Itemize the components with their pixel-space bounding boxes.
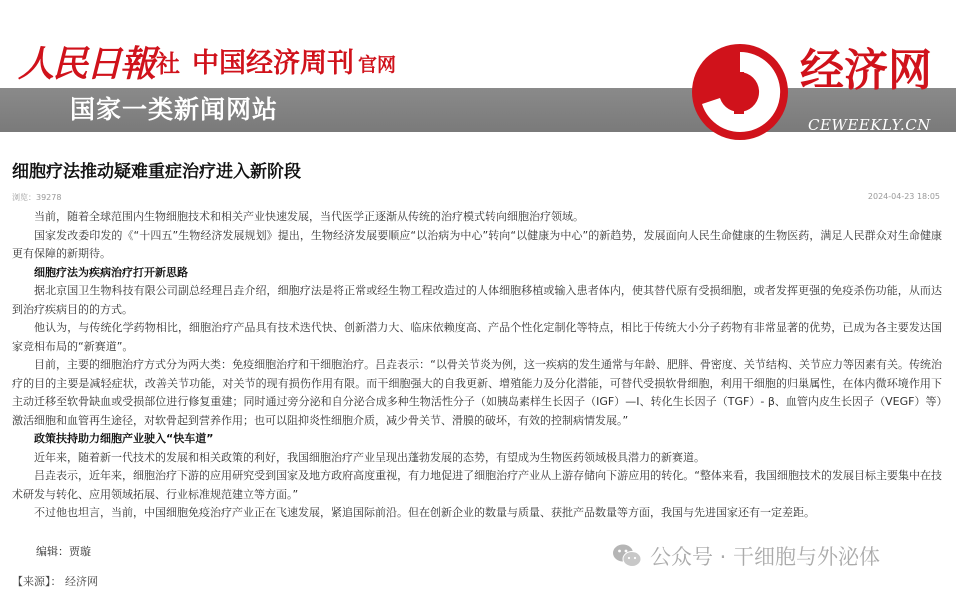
article-body	[12, 208, 942, 523]
watermark-text: 公众号 · 干细胞与外泌体	[650, 545, 881, 569]
article-source: 【来源】： 经济网	[12, 575, 98, 588]
article-title: 细胞疗法推动疑难重症治疗进入新阶段	[12, 162, 301, 182]
national-news-site-label: 国家一类新闻网站	[70, 95, 279, 124]
view-count: 浏览：39278	[12, 193, 62, 202]
publish-datetime: 2024-04-23 18:05	[867, 192, 940, 201]
official-site-label: 官网	[358, 54, 397, 76]
peoples-daily-logo-text: 人民日報	[18, 43, 155, 85]
article-paragraph: 不过他也坦言，当前，中国细胞免疫治疗产业正在飞速发展，紧追国际前沿。但在创新企业的数量与质量、获批产品数量等方面，我国与先进国家还有一定差距。	[34, 506, 815, 519]
article-paragraph: 据北京国卫生物科技有限公司副总经理吕垚介绍，细胞疗法是将正常或经生物工程改造过的人体细胞移植或输入患者体内，使其替代原有受损细胞，或者发挥更强的免疫杀伤功能，从而达到治疗疾病目的的方式。	[12, 284, 942, 316]
wechat-icon	[612, 543, 642, 569]
article-paragraph: 吕垚表示，近年来，细胞治疗下游的应用研究受到国家及地方政府高度重视，有力地促进了细胞治疗产业从上游存储向下游应用的转化。“整体来看，我国细胞技术的发展目标主要集中在技术研发与转化、应用领域拓展、行业标准规范建立等方面。”	[12, 469, 942, 501]
section-heading: 细胞疗法为疾病治疗打开新思路	[34, 265, 188, 279]
ceweekly-logo-text[interactable]: 经济网	[800, 45, 932, 96]
china-economic-weekly-name: 中国经济周刊	[192, 48, 355, 79]
article-paragraph: 国家发改委印发的《“十四五”生物经济发展规划》提出，生物经济发展要顺应“以治病为中心”转向“以健康为中心”的新趋势，发展面向人民生命健康的生物医药，满足人民群众对生命健康更有保障的新期待。	[12, 228, 942, 260]
brand-logo-row[interactable]	[18, 40, 396, 84]
article-paragraph: 他认为，与传统化学药物相比，细胞治疗产品具有技术迭代快、创新潜力大、临床依赖度高、产品个性化定制化等特点，相比于传统大小分子药物有非常显著的优势，已成为各主要发达国家竞相布局的“新赛道”。	[12, 321, 942, 353]
ceweekly-domain: CEWEEKLY.CN	[808, 116, 931, 134]
ceweekly-circle-logo-icon[interactable]	[690, 42, 790, 142]
article-paragraph: 当前，随着全球范围内生物细胞技术和相关产业快速发展，当代医学正逐渐从传统的治疗模式转向细胞治疗领域。	[34, 210, 584, 223]
article-paragraph: 近年来，随着新一代技术的发展和相关政策的利好，我国细胞治疗产业呈现出蓬勃发展的态势，有望成为生物医药领域极具潜力的新赛道。	[34, 450, 705, 464]
editor-credit: 编辑：贾璇	[36, 545, 91, 558]
wechat-watermark	[612, 541, 880, 571]
section-heading: 政策扶持助力细胞产业驶入“快车道”	[34, 432, 214, 445]
site-header	[0, 0, 956, 150]
article-paragraph: 目前，主要的细胞治疗方式分为两大类：免疫细胞治疗和干细胞治疗。吕垚表示：“以骨关节炎为例，这一疾病的发生通常与年龄、肥胖、骨密度、关节结构、关节应力等因素有关。传统治疗的目的主要是减轻症状，改善关节功能，对关节的现有损伤作用有限。而干细胞强大的自我更新、增殖能力及分化潜能，可替代受损软骨细胞，利用干细胞的归巢属性，在体内微环境作用下主动迁移至软骨缺血或受损部位进行修复重建；同时通过旁分泌和自分泌合成多种生物活性分子（如胰岛素样生长因子（IGF）—I、转化生长因子（TGF）- β、血管内皮生长因子（VEGF）等）激活细胞和血管再生途径，对软骨起到营养作用；也可以阻抑炎性细胞介质，减少骨关节、滑膜的破坏，有效的控制病情发展。”	[12, 358, 942, 427]
peoples-daily-suffix: 社	[156, 49, 181, 78]
